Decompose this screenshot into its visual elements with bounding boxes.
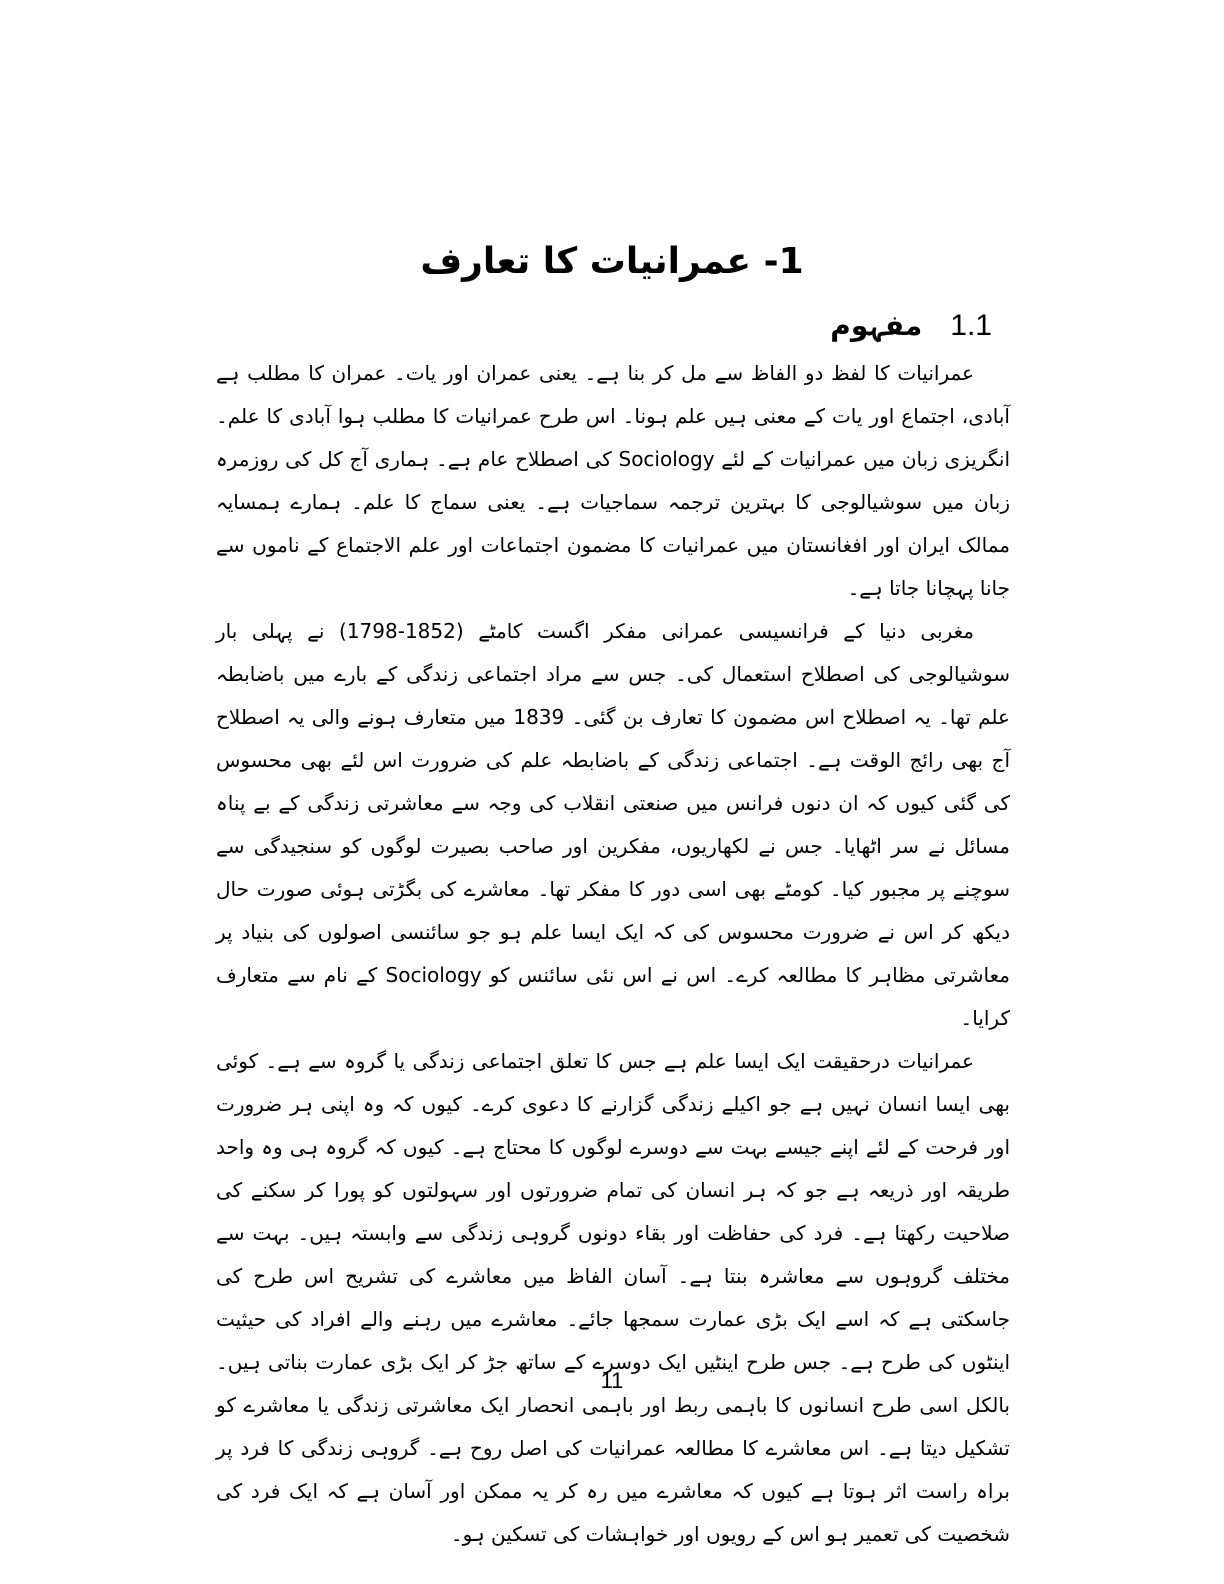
paragraph-society: عمرانیات درحقیقت ایک ایسا علم ہے جس کا تعلق اجتماعی زندگی یا گروہ سے ہے۔ کوئی بھی ایسا انسان نہیں ہے جو اکیلے زندگی گزارنے کا دعوی کرے۔ کیوں کہ وہ اپنی ہر ضرورت اور فرحت کے لئے اپنے جیسے بہت سے دوسرے لوگوں کا محتاج ہے۔ کیوں کہ گروہ ہی وہ واحد طریقہ اور ذریعہ ہے جو کہ ہر انسان کی تمام ضرورتوں اور سہولتوں کو پورا کر سکنے کی صلاحیت رکھتا ہے۔ فرد کی حفاظت اور بقاء دونوں گروہی زندگی سے وابستہ ہیں۔ بہت سے مختلف گروہوں سے معاشرہ بنتا ہے۔ آسان الفاظ میں معاشرے کی تشریح اس طرح کی جاسکتی ہے کہ اسے ایک بڑی عمارت سمجھا جائے۔ معاشرے میں رہنے والے افراد کی حیثیت اینٹوں کی طرح ہے۔ جس طرح اینٹیں ایک دوسرے کے ساتھ جڑ کر ایک بڑی عمارت بناتی ہیں۔ بالکل اسی طرح انسانوں کا باہمی ربط اور باہمی انحصار ایک معاشرتی زندگی یا معاشرے کو تشکیل دیتا ہے۔ اس معاشرے کا مطالعہ عمرانیات کی اصل روح ہے۔ گروہی زندگی کا فرد پر براہ راست اثر ہوتا ہے کیوں کہ معاشرے میں رہ کر یہ ممکن اور آسان ہے کہ ایک فرد کی شخصیت کی تعمیر ہو اس کے رویوں اور خواہشات کی تسکین ہو۔ — [216, 1049, 1010, 1546]
paragraph-history: مغربی دنیا کے فرانسیسی عمرانی مفکر اگست کامٹے (1852-1798) نے پہلی بار سوشیالوجی کی اصطلاح استعمال کی۔ جس سے مراد اجتماعی زندگی کے بارے میں باضابطہ علم تھا۔ یہ اصطلاح اس مضمون کا تعارف بن گئی۔ 1839 میں متعارف ہونے والی یہ اصطلاح آج بھی رائج الوقت ہے۔ اجتماعی زندگی کے باضابطہ علم کی ضرورت اس لئے بھی محسوس کی گئی کیوں کہ ان دنوں فرانس میں صنعتی انقلاب کی وجہ سے معاشرتی زندگی کے بے پناہ مسائل نے سر اٹھایا۔ جس نے لکھاریوں، مفکرین اور صاحب بصیرت لوگوں کو سنجیدگی سے سوچنے پر مجبور کیا۔ کومٹے بھی اسی دور کا مفکر تھا۔ معاشرے کی بگڑتی ہوئی صورت حال دیکھ کر اس نے ضرورت محسوس کی کہ ایک ایسا علم ہو جو سائنسی اصولوں کی بنیاد پر معاشرتی مظاہر کا مطالعہ کرے۔ اس نے اس نئی سائنس کو Sociology کے نام سے متعارف کرایا۔ — [216, 619, 1010, 1030]
section-title: مفہوم — [830, 309, 923, 342]
paragraph-definition: عمرانیات کا لفظ دو الفاظ سے مل کر بنا ہے۔ یعنی عمران اور یات۔ عمران کا مطلب ہے آبادی، اجتماع اور یات کے معنی ہیں علم ہونا۔ اس طرح عمرانیات کا مطلب ہوا آبادی کا علم۔ انگریزی زبان میں عمرانیات کے لئے Sociology کی اصطلاح عام ہے۔ ہماری آج کل کی روزمرہ زبان میں سوشیالوجی کا بہترین ترجمہ سماجیات ہے۔ یعنی سماج کا علم۔ ہمارے ہمسایہ ممالک ایران اور افغانستان میں عمرانیات کا مضمون اجتماعات اور علم الاجتماع کے ناموں سے جانا پہچانا جاتا ہے۔ — [216, 361, 1011, 600]
section-number: 1.1 — [950, 309, 992, 342]
chapter-title: 1- عمرانیات کا تعارف — [420, 241, 804, 283]
page-number: 11 — [600, 1368, 624, 1393]
section-heading — [830, 304, 992, 348]
